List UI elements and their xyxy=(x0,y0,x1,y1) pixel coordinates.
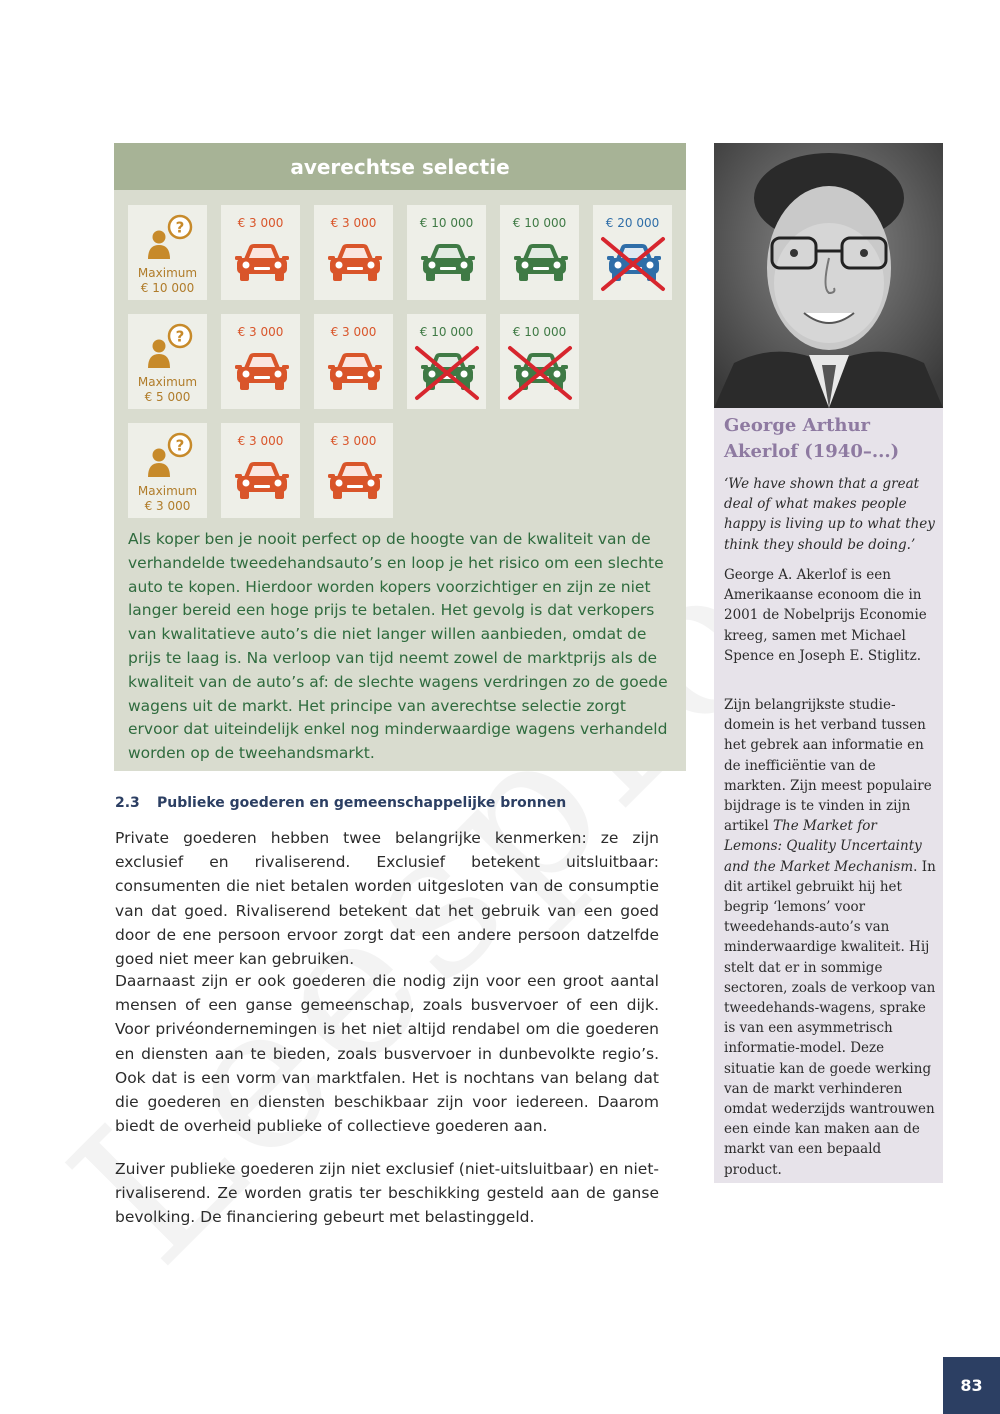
section-title: Publieke goederen en gemeenschappelijke bronnen xyxy=(157,795,567,811)
buyer-icon xyxy=(146,431,194,479)
buyer-icon xyxy=(146,213,194,261)
car-icon xyxy=(234,241,290,285)
car-tile xyxy=(500,205,579,300)
buyer-tile xyxy=(128,205,207,300)
person-name: George Arthur Akerlof (1940–...) xyxy=(724,415,900,462)
car-tile xyxy=(407,314,486,409)
svg-text:?: ? xyxy=(175,436,185,455)
research-text xyxy=(724,695,939,1180)
svg-text:?: ? xyxy=(175,218,185,237)
article-title: The Market for Lemons: Quality Uncertainty and the Market Mechanism xyxy=(724,818,922,875)
buyer-tile xyxy=(128,314,207,409)
car-price: € 3 000 xyxy=(330,434,377,448)
buyer-max-price: Maximum € 10 000 xyxy=(137,266,198,295)
research-text-pre: Zijn belangrijkste studie-domein is het verband tussen het gebrek aan informatie en de inefficiëntie van de markten. Zijn meest populaire bijdrage is te vinden in zijn artikel xyxy=(724,697,932,835)
page-number: 83 xyxy=(943,1357,1000,1414)
car-tile xyxy=(593,205,672,300)
car-price: € 3 000 xyxy=(237,216,284,230)
cross-out-icon xyxy=(506,344,574,402)
car-price: € 10 000 xyxy=(419,216,474,230)
box-title: averechtse selectie xyxy=(114,143,686,190)
car-icon xyxy=(327,350,383,394)
car-tile xyxy=(314,205,393,300)
car-tile xyxy=(221,205,300,300)
car-tile xyxy=(314,423,393,518)
car-price: € 3 000 xyxy=(237,325,284,339)
buyer-max-price: Maximum € 3 000 xyxy=(137,484,198,513)
portrait-photo xyxy=(714,143,943,408)
car-tile xyxy=(221,423,300,518)
car-icon xyxy=(234,350,290,394)
car-icon xyxy=(513,241,569,285)
cross-out-icon xyxy=(413,344,481,402)
buyer-max-price: Maximum € 5 000 xyxy=(137,375,198,404)
car-price: € 10 000 xyxy=(512,325,567,339)
car-price: € 10 000 xyxy=(419,325,474,339)
car-icon xyxy=(420,241,476,285)
svg-text:?: ? xyxy=(175,327,185,346)
car-icon xyxy=(327,241,383,285)
paragraph: Daarnaast zijn er ook goederen die nodig zijn voor een groot aantal mensen of een ganse gemeenschap, zoals busvervoer of een dijk. Voor privéondernemingen is het niet altijd rendabel om die goederen en diensten aan te bieden, zoals busvervoer in dunbevolkte regio’s. Ook dat is een vorm van marktfalen. Het is nochtans van belang dat die goederen en diensten beschikbaar zijn voor iedereen. Daarom biedt de overheid publieke of collectieve goederen aan. xyxy=(115,972,659,1136)
bio-text: George A. Akerlof is een Amerikaanse econoom die in 2001 de Nobelprijs Economie kreeg, samen met Michael Spence en Joseph E. Stiglitz. xyxy=(724,567,927,664)
car-price: € 20 000 xyxy=(605,216,660,230)
car-price: € 3 000 xyxy=(330,216,377,230)
car-tile xyxy=(314,314,393,409)
box-text: Als koper ben je nooit perfect op de hoogte van de kwaliteit van de verhandelde tweedehandsauto’s en loop je het risico om een slechte auto te kopen. Hierdoor worden kopers voorzichtiger en zijn ze niet langer bereid een hoge prijs te betalen. Het gevolg is dat verkopers van kwalitatieve auto’s die niet langer willen aanbieden, omdat de prijs te laag is. Na verloop van tijd neemt zowel de marktprijs als de kwaliteit van de auto’s af: de slechte wagens verdringen zo de goede wagens uit de markt. Het principe van averechtse selectie zorgt ervoor dat uiteindelijk enkel nog minderwaardige wagens verhandeld worden op de tweehandsmarkt. xyxy=(128,530,668,763)
car-price: € 3 000 xyxy=(237,434,284,448)
car-icon xyxy=(327,459,383,503)
car-price: € 3 000 xyxy=(330,325,377,339)
car-price: € 10 000 xyxy=(512,216,567,230)
paragraph: Private goederen hebben twee belangrijke kenmerken: ze zijn exclusief en rivaliserend. Exclusief betekent uitsluitbaar: consumenten die niet betalen worden uitgesloten van de consumptie van dat goed. Rivaliserend betekent dat het gebruik van een goed door de ene persoon ervoor zorgt dat een andere persoon datzelfde goed niet meer kan gebruiken. xyxy=(115,829,659,969)
car-tile xyxy=(500,314,579,409)
car-tile xyxy=(407,205,486,300)
cross-out-icon xyxy=(599,235,667,293)
section-number: 2.3 xyxy=(115,795,140,811)
car-tile xyxy=(221,314,300,409)
buyer-icon xyxy=(146,322,194,370)
research-text-post: . In dit artikel gebruikt hij het begrip ‘lemons’ voor tweedehands-auto’s van minderwaardige kwaliteit. Hij stelt dat er in sommige sectoren, zoals de verkoop van tweedehands-wagens, sprake is van een asymmetrisch informatie-model. Deze situatie kan de goede werking van de markt verhinderen omdat wederzijds wantrouwen een einde kan maken aan de markt van een bepaald product. xyxy=(724,858,936,1178)
buyer-tile xyxy=(128,423,207,518)
paragraph: Zuiver publieke goederen zijn niet exclusief (niet-uitsluitbaar) en niet-rivaliserend. Ze worden gratis ter beschikking gesteld aan de ganse bevolking. De financiering gebeurt met belastinggeld. xyxy=(115,1160,659,1227)
quote: ‘We have shown that a great deal of what makes people happy is living up to what they think they should be doing.’ xyxy=(724,476,935,553)
car-icon xyxy=(234,459,290,503)
